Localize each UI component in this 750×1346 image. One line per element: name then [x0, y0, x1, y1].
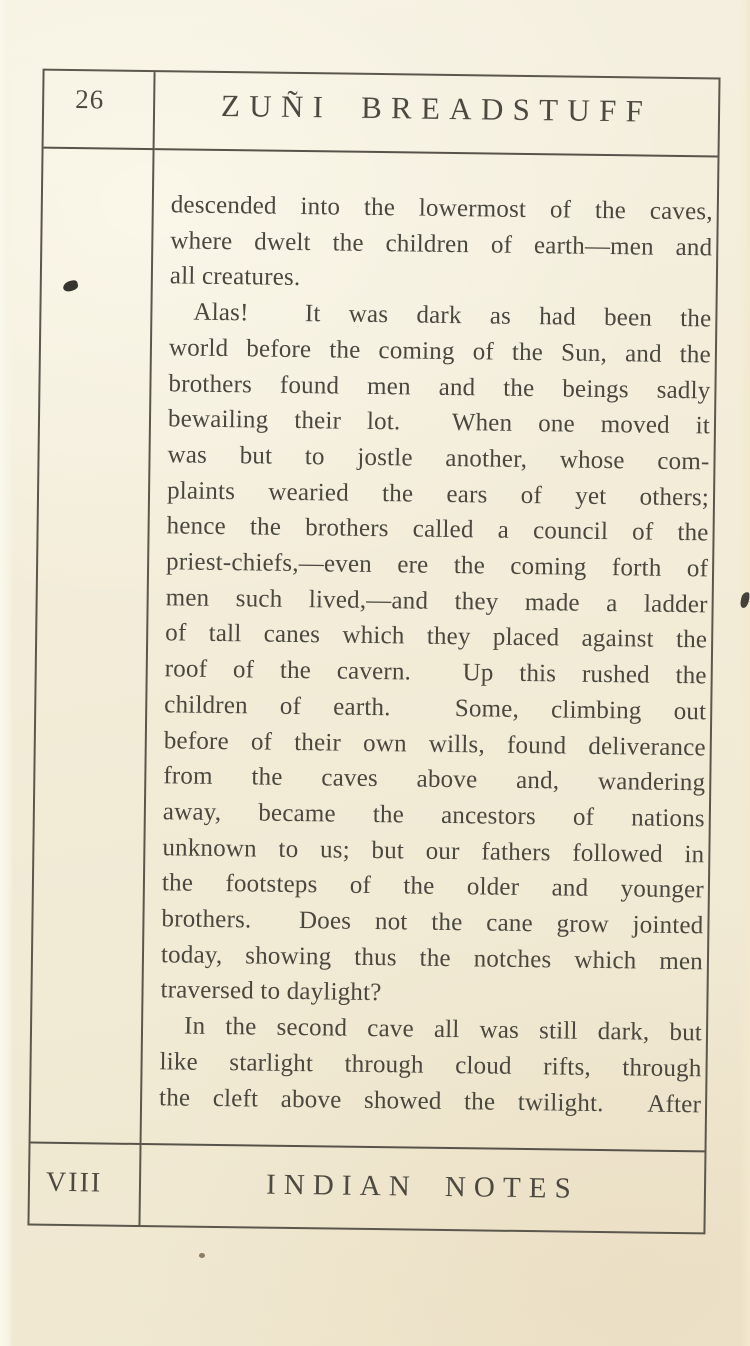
- text-line: In the second cave all was still dark, but: [183, 1012, 703, 1047]
- text-line: where dwelt the children of earth—men and: [170, 227, 713, 262]
- text-line: of tall canes which they placed against the: [165, 619, 708, 654]
- text-line: from the caves above and, wandering: [163, 762, 706, 797]
- text-line: descended into the lowermost of the caves,: [170, 191, 713, 226]
- text-line: hence the brothers called a council of the: [166, 512, 709, 547]
- text-line: traversed to daylight?: [160, 976, 382, 1007]
- text-line: plaints wearied the ears of yet others;: [166, 476, 710, 511]
- text-line: priest-chiefs,—even ere the coming forth of: [165, 548, 709, 583]
- page-number: 26: [44, 71, 156, 150]
- text-line: world before the coming of the Sun, and the: [168, 334, 712, 369]
- text-line: roof of the cavern. Up this rushed the: [164, 655, 707, 690]
- text-line: unknown to us; but our fathers followed in: [162, 833, 705, 868]
- text-line: was but to jostle another, whose com-: [167, 441, 710, 476]
- text-line: men such lived,—and they made a ladder: [165, 584, 708, 619]
- body-text-column: [142, 150, 718, 1150]
- text-line: all creatures.: [169, 262, 301, 292]
- text-line: brothers. Does not the cane grow jointed: [161, 905, 704, 940]
- left-margin-column: [31, 149, 155, 1143]
- scan-right-edge: [740, 0, 750, 1346]
- volume-number: VIII: [29, 1142, 141, 1225]
- text-line: like starlight through cloud rifts, through: [159, 1048, 702, 1083]
- text-line: the footsteps of the older and younger: [161, 869, 705, 904]
- running-head-title: ZUÑI BREADSTUFF: [155, 72, 719, 157]
- text-line: today, showing thus the notches which men: [160, 941, 704, 976]
- text-line: children of earth. Some, climbing out: [164, 691, 707, 726]
- text-line: away, became the ancestors of nations: [162, 798, 706, 833]
- page-rule-frame: [27, 69, 720, 1235]
- text-line: the cleft above showed the twilight. After: [158, 1083, 702, 1118]
- running-foot-title: INDIAN NOTES: [140, 1143, 704, 1232]
- text-line: before of their own wills, found deliverance: [163, 726, 706, 761]
- paper-speck: [199, 1253, 205, 1258]
- text-line: bewailing their lot. When one moved it: [167, 405, 711, 440]
- text-line: Alas! It was dark as had been the: [193, 298, 712, 333]
- scan-left-edge: [0, 0, 13, 1346]
- text-line: brothers found men and the beings sadly: [168, 369, 711, 404]
